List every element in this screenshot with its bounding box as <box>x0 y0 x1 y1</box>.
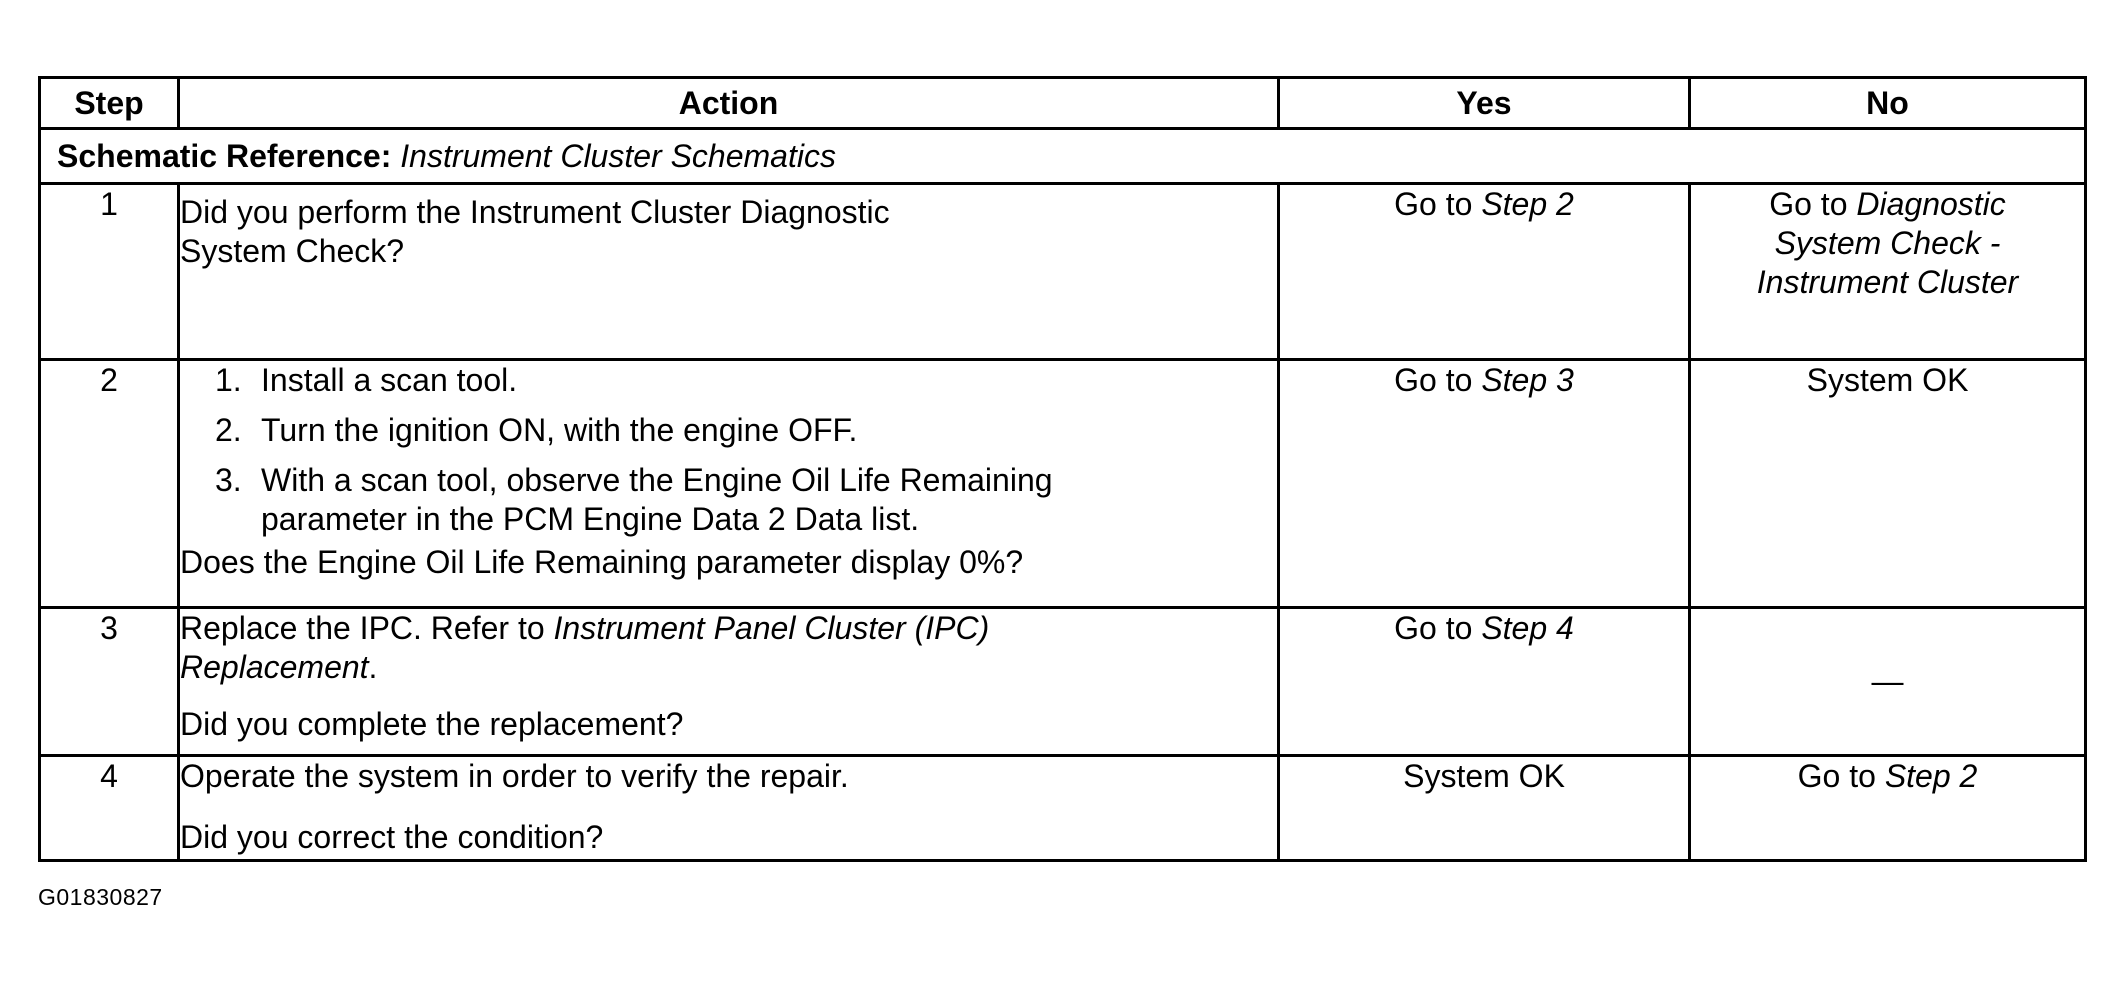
yes-prefix: Go to <box>1394 186 1482 222</box>
schematic-reference-cell <box>40 129 2086 184</box>
step-number: 4 <box>40 756 179 861</box>
sub-step-list <box>180 361 1277 539</box>
action-cell <box>179 756 1279 861</box>
figure-id: G01830827 <box>38 884 163 910</box>
table-row <box>40 608 2086 756</box>
question-text: Did you complete the replacement? <box>180 706 684 742</box>
no-link[interactable]: Step 2 <box>1884 758 1978 794</box>
yes-link[interactable]: Step 3 <box>1481 362 1574 398</box>
sub-step-text: With a scan tool, observe the Engine Oil Life Remaining <box>261 462 1053 498</box>
no-link[interactable]: System Check - <box>1774 225 2001 261</box>
question-text: Did you correct the condition? <box>180 819 604 855</box>
action-cell <box>179 184 1279 360</box>
header-action: Action <box>179 78 1279 129</box>
action-text <box>180 648 1277 687</box>
yes-link[interactable]: Step 2 <box>1481 186 1574 222</box>
table-row <box>40 184 2086 360</box>
action-prefix: Replace the IPC. Refer to <box>180 610 554 646</box>
step-number: 2 <box>40 360 179 608</box>
yes-cell <box>1279 360 1690 608</box>
no-cell: — <box>1690 608 2086 756</box>
no-cell: System OK <box>1690 360 2086 608</box>
action-text: System Check? <box>180 233 405 269</box>
sub-step-text: parameter in the PCM Engine Data 2 Data list. <box>261 501 920 537</box>
schematic-reference-row <box>40 129 2086 184</box>
no-cell <box>1690 756 2086 861</box>
no-prefix: Go to <box>1769 186 1857 222</box>
no-prefix: Go to <box>1797 758 1885 794</box>
sub-step-text: Turn the ignition ON, with the engine OFF. <box>261 412 858 448</box>
no-link[interactable]: Diagnostic <box>1856 186 2006 222</box>
action-suffix: . <box>368 649 378 685</box>
list-item <box>180 461 1277 539</box>
list-item <box>180 361 1277 400</box>
question-text: Does the Engine Oil Life Remaining parameter display 0%? <box>180 544 1024 580</box>
yes-link[interactable]: Step 4 <box>1481 610 1574 646</box>
header-row <box>40 78 2086 129</box>
action-cell <box>179 608 1279 756</box>
yes-prefix: Go to <box>1394 610 1482 646</box>
schematic-reference-link[interactable]: Instrument Cluster Schematics <box>400 137 836 174</box>
header-no: No <box>1690 78 2086 129</box>
yes-prefix: Go to <box>1394 362 1482 398</box>
schematic-reference-label: Schematic Reference: <box>57 137 392 174</box>
step-number: 3 <box>40 608 179 756</box>
no-link[interactable]: Instrument Cluster <box>1756 264 2019 300</box>
yes-cell: System OK <box>1279 756 1690 861</box>
sub-step-number: 1. <box>215 362 242 398</box>
action-text <box>180 609 1277 648</box>
sub-step-number: 2. <box>215 412 242 448</box>
header-yes: Yes <box>1279 78 1690 129</box>
sub-step-text: Install a scan tool. <box>261 362 518 398</box>
action-link[interactable]: Replacement <box>180 649 369 685</box>
diagnostic-table <box>38 76 2087 862</box>
yes-cell <box>1279 184 1690 360</box>
yes-cell <box>1279 608 1690 756</box>
action-text: Operate the system in order to verify the repair. <box>180 758 849 794</box>
no-cell <box>1690 184 2086 360</box>
list-item <box>180 411 1277 450</box>
table-row <box>40 756 2086 861</box>
sub-step-number: 3. <box>215 462 242 498</box>
table-row <box>40 360 2086 608</box>
action-text: Did you perform the Instrument Cluster Diagnostic <box>180 194 890 230</box>
action-cell <box>179 360 1279 608</box>
step-number: 1 <box>40 184 179 360</box>
header-step: Step <box>40 78 179 129</box>
action-link[interactable]: Instrument Panel Cluster (IPC) <box>553 610 990 646</box>
